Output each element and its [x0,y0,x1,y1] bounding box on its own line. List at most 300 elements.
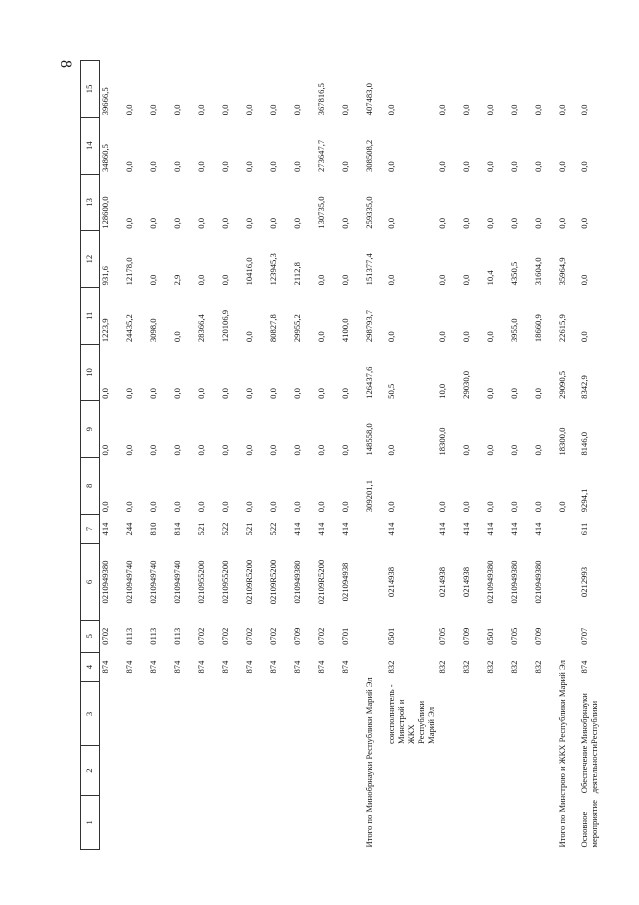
header-cell: 15 [81,61,100,118]
empty-cell [124,682,148,746]
table-cell: 0,0 [386,331,396,343]
table-cell: 0,0 [533,388,544,399]
table-cell: 0,0 [268,444,278,456]
table-cell: 0,0 [485,104,496,116]
table-cell: 414 [509,522,520,536]
table-cell: 02109R5200 [316,559,326,605]
table-cell: 0,0 [196,217,206,229]
table-cell: 0,0 [244,388,254,399]
table-cell: 0,0 [461,161,472,173]
table-cell: 18660,9 [533,314,544,343]
minobr-total [364,61,386,850]
empty-cell [172,746,196,795]
header-cell: 12 [81,231,100,288]
table-cell: 0,0 [292,217,302,229]
table-cell: 126437,6 [364,366,374,399]
header-cell: 9 [81,401,100,458]
table-cell: 22615,9 [557,314,568,343]
table-cell: 0701 [340,627,350,645]
table-cell: 414 [386,522,396,536]
table-cell: 0210949740 [172,560,182,604]
table-cell: 0,0 [172,104,182,116]
empty-cell [340,795,364,849]
empty-cell [437,746,461,795]
table-cell: 0113 [124,627,134,645]
header-cell: 3 [81,682,100,746]
table-cell: 0,0 [196,501,206,513]
table-cell: 0,0 [124,501,134,513]
table-cell: 521 [196,522,206,536]
table-row [244,61,268,850]
empty-cell [386,795,437,849]
table-row [196,61,220,850]
table-cell: 0,0 [386,274,396,286]
table-cell: 0,0 [220,104,230,116]
table-cell: 810 [148,522,158,536]
table-cell: 4350,5 [509,261,520,286]
table-cell: 0,0 [196,388,206,399]
table-row [316,61,340,850]
table-cell: 414 [437,522,448,536]
table-cell: 521 [244,522,254,536]
table-cell: 0501 [386,627,396,645]
table-cell: 0214938 [461,566,472,598]
table-cell: 0210949740 [148,560,158,604]
table-cell: 874 [148,660,158,674]
table-cell: 0,0 [124,161,134,173]
table-cell: 0,0 [316,388,326,399]
table-cell: 0,0 [437,501,448,513]
budget-table [80,60,603,850]
table-cell: 0,0 [172,444,182,456]
table-cell: 123945,3 [268,253,278,286]
header-cell: 1 [81,795,100,849]
table-cell: 29090,5 [557,370,568,399]
table-cell: 0,0 [461,217,472,229]
table-row [579,61,603,850]
empty-cell [533,746,557,795]
table-cell: 522 [220,522,230,536]
empty-cell [292,682,316,746]
table-cell: 0,0 [340,388,350,399]
table-cell: 874 [579,660,590,674]
table-cell: 0,0 [533,217,544,229]
table-cell: 832 [533,660,544,674]
empty-cell [437,682,461,746]
table-cell: 3098,0 [148,318,158,343]
table-cell: 151377,4 [364,253,374,286]
table-cell: 414 [316,522,326,536]
table-cell: 0,0 [244,331,254,343]
table-cell: 0702 [220,627,230,645]
empty-cell [100,795,125,849]
empty-cell [220,746,244,795]
table-cell: 0,0 [386,501,396,513]
table-cell: 0,0 [340,104,350,116]
empty-cell [148,682,172,746]
measure-type-cell: Основное мероприятие [579,800,600,848]
table-cell: 34860,5 [100,144,110,173]
table-cell: 0,0 [437,217,448,229]
header-row [81,61,100,850]
table-cell: 874 [340,660,350,674]
table-cell: 0,0 [509,388,520,399]
table-cell: 874 [100,660,110,674]
table-row [172,61,196,850]
table-cell: 8146,0 [579,431,590,456]
table-cell: 0,0 [509,161,520,173]
table-row [533,61,557,850]
table-cell: 0,0 [220,501,230,513]
empty-cell [220,682,244,746]
table-cell: 0,0 [485,501,496,513]
budget-table-rotated [80,60,600,850]
header-cell: 14 [81,117,100,174]
table-cell: 0210949380 [533,560,544,604]
empty-cell [437,795,461,849]
table-cell: 414 [461,522,472,536]
table-cell: 0,0 [533,444,544,456]
table-cell: 0,0 [461,274,472,286]
table-cell: 0,0 [220,444,230,456]
table-cell: 0,0 [148,104,158,116]
table-cell: 0,0 [437,104,448,116]
table-cell: 0,0 [485,331,496,343]
table-cell: 0702 [196,627,206,645]
header-cell: 4 [81,652,100,682]
total-label: Итого по Минобрнауки Республики Марий Эл [364,677,374,848]
empty-cell [244,746,268,795]
table-row [124,61,148,850]
table-cell: 9294,1 [579,488,590,513]
table-cell: 0,0 [244,217,254,229]
table-cell: 29955,2 [292,314,302,343]
table-cell: 414 [533,522,544,536]
table-row [509,61,533,850]
empty-cell [196,746,220,795]
empty-cell [244,682,268,746]
table-cell: 39666,5 [100,87,110,116]
table-cell: 0709 [533,627,544,645]
table-cell: 0,0 [340,444,350,456]
table-cell: 2112,8 [292,262,302,286]
table-cell: 0,0 [557,104,568,116]
table-cell: 0,0 [386,444,396,456]
table-cell: 0,0 [292,388,302,399]
table-cell: 407483,0 [364,83,374,116]
table-row [386,61,437,850]
table-cell: 0,0 [172,388,182,399]
table-cell: 0,0 [316,331,326,343]
table-cell: 0,0 [124,217,134,229]
table-cell: 0,0 [196,444,206,456]
table-cell: 0,0 [124,444,134,456]
table-cell: 0,0 [533,104,544,116]
empty-cell [461,746,485,795]
table-cell: 874 [268,660,278,674]
table-cell: 814 [172,522,182,536]
table-cell: 0,0 [124,388,134,399]
table-cell: 0,0 [148,501,158,513]
table-cell: 0,0 [244,161,254,173]
table-cell: 874 [220,660,230,674]
table-cell: 874 [316,660,326,674]
table-cell: 0,0 [509,444,520,456]
empty-cell [485,746,509,795]
table-cell: 0,0 [340,161,350,173]
table-cell: 0,0 [292,161,302,173]
table-cell: 832 [509,660,520,674]
header-cell: 7 [81,514,100,544]
table-cell: 0,0 [100,444,110,456]
table-cell: 0,0 [316,274,326,286]
table-cell: 0,0 [268,217,278,229]
table-cell: 0,0 [461,501,472,513]
empty-cell [485,682,509,746]
table-cell: 0210955200 [196,560,206,604]
table-cell: 0,0 [268,161,278,173]
table-cell: 18300,0 [557,427,568,456]
table-cell: 0707 [579,627,590,645]
coexecutor-label: соисполнитель - Минстрой и ЖКХ Республики Марий Эл [386,684,436,744]
table-cell: 021094938 [340,562,350,602]
table-cell: 611 [579,522,590,536]
table-cell: 24435,2 [124,314,134,343]
empty-cell [461,795,485,849]
table-cell: 0,0 [196,104,206,116]
table-cell: 0,0 [220,388,230,399]
table-cell: 0,0 [196,274,206,286]
table-cell: 10,0 [437,383,448,399]
empty-cell [124,795,148,849]
empty-cell [220,795,244,849]
table-cell: 0,0 [485,161,496,173]
table-cell: 02109R5200 [268,559,278,605]
total-row-minstroy [557,61,579,850]
table-cell: 0,0 [386,161,396,173]
empty-cell [509,746,533,795]
empty-cell [509,795,533,849]
table-cell: 273647,7 [316,139,326,173]
table-cell: 832 [461,660,472,674]
table-cell: 120106,9 [220,309,230,343]
table-cell: 0,0 [461,444,472,456]
table-cell: 0,0 [386,104,396,116]
table-cell: 0,0 [124,104,134,116]
table-cell: 0,0 [100,388,110,399]
empty-cell [316,795,340,849]
table-cell: 0,0 [316,444,326,456]
table-cell: 10416,0 [244,257,254,286]
empty-cell [292,746,316,795]
table-row [148,61,172,850]
table-cell: 0705 [437,627,448,645]
table-cell: 414 [100,522,110,536]
table-cell: 0,0 [100,501,110,513]
table-cell: 874 [244,660,254,674]
table-cell: 0214938 [437,566,448,598]
table-row [268,61,292,850]
table-cell: 0709 [461,627,472,645]
table-cell: 0210949380 [485,560,496,604]
table-cell: 29030,0 [461,370,472,399]
executor-cell: Минобрнауки Республики [579,693,600,744]
table-cell: 0,0 [557,217,568,229]
table-cell: 3955,0 [509,318,520,343]
table-cell: 35964,9 [557,257,568,286]
empty-cell [316,682,340,746]
table-cell: 0,0 [172,161,182,173]
table-cell: 0,0 [148,161,158,173]
header-cell: 13 [81,174,100,231]
table-cell: 0,0 [579,217,590,229]
empty-cell [509,682,533,746]
table-row [340,61,364,850]
empty-cell [533,682,557,746]
table-cell: 0214938 [386,566,396,598]
header-cell: 6 [81,544,100,620]
table-cell: 0,0 [437,274,448,286]
table-row [461,61,485,850]
empty-cell [340,746,364,795]
table-cell: 0,0 [533,501,544,513]
table-cell: 0,0 [579,104,590,116]
table-cell: 367816,5 [316,83,326,116]
table-cell: 874 [292,660,302,674]
table-cell: 0210949740 [124,560,134,604]
minstroy-total [557,61,579,850]
empty-cell [196,682,220,746]
table-cell: 0,0 [268,388,278,399]
table-cell: 0,0 [292,444,302,456]
table-cell: 1223,9 [100,318,110,343]
table-cell: 0,0 [220,274,230,286]
table-cell: 0,0 [461,331,472,343]
table-cell: 414 [485,522,496,536]
table-cell: 8342,9 [579,375,590,399]
table-cell: 522 [268,522,278,536]
empty-cell [244,795,268,849]
table-cell: 832 [437,660,448,674]
table-cell: 0705 [509,627,520,645]
table-cell: 0,0 [220,217,230,229]
table-cell: 832 [386,660,396,674]
table-cell: 0210955200 [220,560,230,604]
empty-cell [485,795,509,849]
table-cell: 414 [292,522,302,536]
table-cell: 130735,0 [316,196,326,229]
table-cell: 0702 [316,627,326,645]
table-cell: 0,0 [172,331,182,343]
table-cell: 0,0 [148,274,158,286]
table-cell: 0,0 [485,388,496,399]
table-cell: 414 [340,522,350,536]
table-cell: 0501 [485,627,496,645]
table-cell: 0,0 [509,501,520,513]
table-cell: 50,5 [386,383,396,399]
table-cell: 0,0 [316,501,326,513]
table-cell: 128600,0 [100,196,110,229]
empty-cell [148,746,172,795]
table-cell: 0,0 [148,217,158,229]
table-cell: 28366,4 [196,314,206,343]
table-cell: 80827,8 [268,314,278,343]
table-cell: 0,0 [437,161,448,173]
empty-cell [533,795,557,849]
header-cell: 10 [81,344,100,401]
table-cell: 0,0 [148,388,158,399]
table-cell: 10,4 [485,270,496,286]
total-row-minobr [364,61,386,850]
empty-cell [148,795,172,849]
table-cell: 0113 [148,627,158,645]
table-cell: 874 [196,660,206,674]
table-cell: 259335,0 [364,196,374,229]
minobr-rows [100,61,365,850]
table-cell: 874 [172,660,182,674]
table-row [220,61,244,850]
table-cell: 0210949380 [509,560,520,604]
header-cell: 11 [81,287,100,344]
table-row [485,61,509,850]
table-cell: 931,6 [100,266,110,286]
empty-cell [461,682,485,746]
table-cell: 874 [124,660,134,674]
table-cell: 0113 [172,627,182,645]
table-cell: 4100,0 [340,318,350,343]
table-cell: 298793,7 [364,309,374,343]
table-cell: 309201,1 [364,480,374,513]
table-cell: 02109R5200 [244,559,254,605]
table-cell: 0,0 [533,161,544,173]
table-cell: 0,0 [557,161,568,173]
total-label: Итого по Минстрою и ЖКХ Республики Марий Эл [557,660,568,848]
table-cell: 0,0 [485,217,496,229]
table-cell: 0,0 [172,501,182,513]
table-cell: 0212993 [579,566,590,598]
table-cell: 12178,0 [124,257,134,286]
last-section [579,61,603,850]
table-cell: 0,0 [509,217,520,229]
empty-cell [196,795,220,849]
empty-cell [386,746,437,795]
header-cell: 8 [81,458,100,515]
empty-cell [268,795,292,849]
table-cell: 0,0 [340,501,350,513]
table-cell: 18300,0 [437,427,448,456]
page-number: 8 [57,60,74,68]
table-cell: 0,0 [557,501,568,513]
table-cell: 0,0 [340,217,350,229]
table-cell: 832 [485,660,496,674]
empty-cell [124,746,148,795]
table-cell: 0,0 [292,501,302,513]
empty-cell [268,682,292,746]
empty-cell [100,682,125,746]
table-cell: 0210949380 [100,560,110,604]
empty-cell [340,682,364,746]
table-cell: 0,0 [386,217,396,229]
empty-cell [268,746,292,795]
table-cell: 0,0 [244,104,254,116]
table-cell: 244 [124,522,134,536]
minstroy-rows [386,61,557,850]
table-cell: 0,0 [485,444,496,456]
measure-name-cell: Обеспечение деятельности [579,744,600,794]
table-cell: 0,0 [461,104,472,116]
table-cell: 0,0 [579,274,590,286]
empty-cell [316,746,340,795]
